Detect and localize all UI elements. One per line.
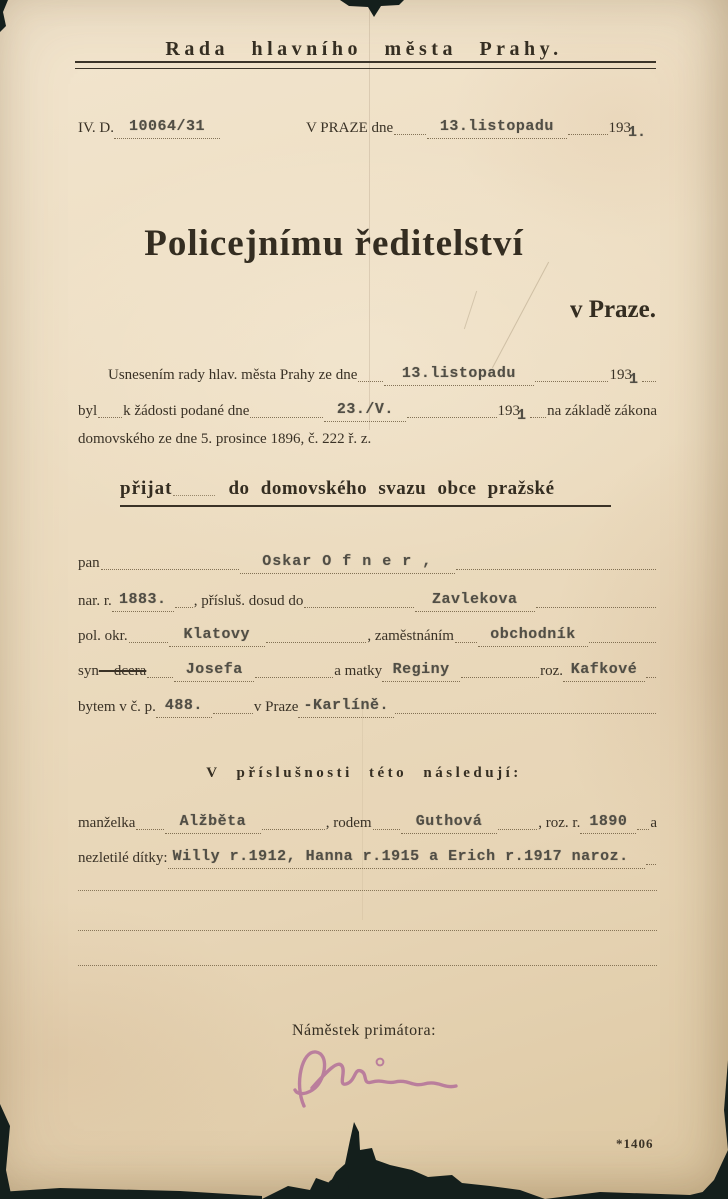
city-district-typed: -Karlíně. — [298, 697, 394, 718]
blank-dotted-line — [78, 963, 657, 966]
request-label: k žádosti podané dne — [123, 403, 250, 419]
year-printed: 193 — [608, 120, 632, 136]
dotted-leader — [255, 675, 333, 678]
form-line-parents — [78, 656, 657, 682]
wife-name-typed: Alžběta — [165, 813, 261, 834]
okr-label: pol. okr. — [78, 628, 128, 644]
year-group — [609, 120, 650, 139]
dotted-leader — [589, 640, 656, 643]
decree-line-1 — [78, 360, 657, 386]
form-line-wife — [78, 808, 657, 834]
dotted-leader — [175, 605, 193, 608]
dotted-leader — [407, 415, 496, 418]
decree-line-3: domovského ze dne 5. prosince 1896, č. 222 ř. z. — [78, 431, 372, 447]
ref-number-typed: 10064/31 — [114, 118, 220, 139]
acceptance-line — [120, 478, 611, 507]
print-series-number: *1406 — [616, 1136, 654, 1151]
dotted-leader — [455, 640, 477, 643]
father-name-typed: Josefa — [174, 661, 254, 682]
dotted-leader — [530, 415, 546, 418]
accept-rest: do domovského svazu obce pražské — [228, 478, 555, 499]
dotted-leader — [266, 640, 367, 643]
year-group — [498, 403, 530, 422]
prislus-value-typed: Zavlekova — [415, 591, 535, 612]
dotted-leader — [461, 675, 539, 678]
accept-word: přijat — [120, 478, 173, 499]
person-name-typed: Oskar O f n e r , — [240, 553, 455, 574]
dotted-leader — [98, 415, 122, 418]
decree-date-typed: 13.listopadu — [384, 365, 534, 386]
year-printed: 193 — [497, 403, 521, 419]
form-line-district — [78, 621, 657, 647]
dotted-leader — [568, 132, 608, 135]
deputy-mayor-label: Náměstek primátora: — [291, 1022, 437, 1039]
date-typed: 13.listopadu — [427, 118, 567, 139]
ref-label: IV. D. — [78, 120, 114, 136]
dotted-leader — [136, 827, 163, 830]
matky-label: a matky — [334, 663, 383, 679]
children-label: nezletilé dítky: — [78, 850, 168, 866]
year-group — [609, 367, 641, 386]
year-printed: 193 — [609, 367, 632, 383]
dotted-leader — [101, 567, 239, 570]
zam-label: , zaměstnáním — [367, 628, 454, 644]
dotted-leader — [535, 379, 609, 382]
header-double-rule — [75, 61, 656, 69]
rodem-label: , rodem — [325, 815, 372, 831]
form-line-name — [78, 548, 657, 574]
dotted-leader — [536, 605, 656, 608]
suffix-label: a — [650, 815, 657, 831]
byl-label: byl — [78, 403, 98, 419]
reference-line — [78, 113, 657, 139]
dotted-leader — [642, 379, 656, 382]
dotted-leader — [358, 379, 383, 382]
prislus-label: , přísluš. dosud do — [193, 593, 304, 609]
dotted-leader — [250, 415, 323, 418]
nar-label: nar. r. — [78, 593, 112, 609]
dotted-leader — [395, 711, 656, 714]
place-date-label: V PRAZE dne — [305, 120, 394, 136]
sub-title: v Praze. — [569, 296, 656, 323]
mother-name-typed: Reginy — [382, 661, 460, 682]
dotted-leader — [262, 827, 325, 830]
birth-year-typed: 1883. — [112, 591, 174, 612]
syn-label: syn — [78, 663, 99, 679]
blank-dotted-line — [78, 928, 657, 931]
okr-value-typed: Klatovy — [169, 626, 265, 647]
year-typed: 1. — [628, 124, 647, 141]
dotted-leader — [456, 567, 656, 570]
dotted-leader — [213, 711, 253, 714]
wife-label: manželka — [78, 815, 136, 831]
year-typed: 1 — [517, 407, 527, 424]
bytem-label: bytem v č. p. — [78, 699, 156, 715]
dotted-leader — [147, 675, 173, 678]
request-date-typed: 23./V. — [324, 401, 406, 422]
org-title: Rada hlavního města Prahy. — [165, 38, 563, 60]
decree-line-2 — [78, 396, 657, 422]
dotted-leader — [646, 862, 656, 865]
paper-crack — [492, 262, 549, 368]
dotted-leader — [129, 640, 168, 643]
mother-maiden-typed: Kafkové — [563, 661, 645, 682]
wife-maiden-typed: Guthová — [401, 813, 497, 834]
children-typed: Willy r.1912, Hanna r.1915 a Erich r.1917 naroz. — [168, 848, 645, 869]
pan-label: pan — [78, 555, 100, 571]
dotted-leader — [173, 493, 215, 496]
zam-value-typed: obchodník — [478, 626, 588, 647]
dotted-leader — [373, 827, 400, 830]
year-typed: 1 — [628, 371, 638, 388]
house-number-typed: 488. — [156, 697, 212, 718]
family-heading: V příslušnosti této následují: — [206, 765, 522, 781]
praze-label: v Praze — [253, 699, 299, 715]
dotted-leader — [498, 827, 537, 830]
law-basis-label: na základě zákona — [547, 403, 657, 419]
form-line-children — [78, 843, 657, 869]
dotted-leader — [646, 675, 656, 678]
roz-label: roz. — [540, 663, 564, 679]
dcera-struck-label: —dcera — [98, 663, 147, 679]
main-title: Policejnímu ředitelství — [144, 223, 524, 264]
form-line-residence — [78, 692, 657, 718]
blank-dotted-line — [78, 888, 657, 891]
roz-r-label: , roz. r. — [538, 815, 581, 831]
paper-crack — [464, 291, 477, 329]
signature-handwriting — [282, 1040, 512, 1115]
dotted-leader — [394, 132, 426, 135]
dotted-leader — [304, 605, 413, 608]
wife-birth-year-typed: 1890 — [580, 813, 636, 834]
form-line-birth — [78, 586, 657, 612]
dotted-leader — [637, 827, 649, 830]
decree-line1-label: Usnesením rady hlav. města Prahy ze dne — [108, 367, 358, 383]
